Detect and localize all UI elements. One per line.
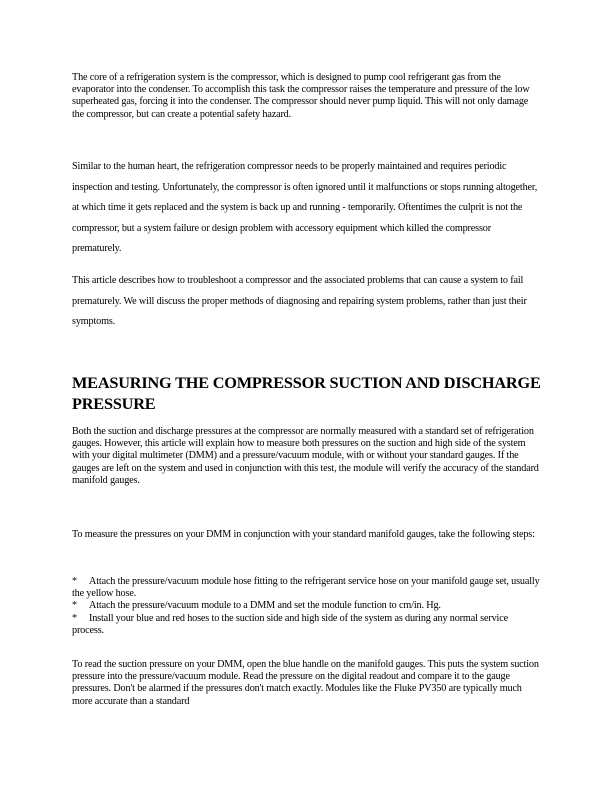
intro-paragraph-3: This article describes how to troubleshoot a compressor and the associated problems that can cause a system to fail prematurely. We will discuss the proper methods of diagnosing and repairing system problems, rather than just their symptoms. [72, 275, 527, 327]
section-paragraph-3: To read the suction pressure on your DMM, open the blue handle on the manifold gauges. This puts the system suction pressure into the pressure/vacuum module. Read the pressure on the digital readout and compare it to the gauge pressures. Don't be alarmed if the pressures don't match exactly. Modules like the Fluke PV350 are typically much more accurate than a standard [72, 659, 539, 707]
steps-list [72, 576, 542, 637]
list-item [72, 613, 542, 637]
list-item [72, 600, 542, 612]
intro-paragraph-2: Similar to the human heart, the refrigeration compressor needs to be properly maintained and requires periodic inspection and testing. Unfortunately, the compressor is often ignored until it malfunctions or stops running altogether, at which time it gets replaced and the system is back up and running - temporarily. Oftentimes the culprit is not the compressor, but a system failure or design problem with accessory equipment which killed the compressor prematurely. [72, 161, 538, 254]
bullet-icon: * [72, 600, 77, 612]
section-paragraph-1: Both the suction and discharge pressures at the compressor are normally measured with a standard set of refrigeration gauges. However, this article will explain how to measure both pressures on the suction and high side of the system with your digital multimeter (DMM) and a pressure/vacuum module, with or without your standard gauges. If the gauges are left on the system and used in conjunction with this test, the module will verify the accuracy of the standard manifold gauges. [72, 426, 539, 486]
bullet-icon: * [72, 612, 77, 624]
intro-paragraph-1: The core of a refrigeration system is the compressor, which is designed to pump cool refrigerant gas from the evaporator into the condenser. To accomplish this task the compressor raises the temperature and pressure of the low superheated gas, forcing it into the condenser. The compressor should never pump liquid. This will not only damage the compressor, but can create a potential safety hazard. [72, 72, 530, 120]
step-text: Install your blue and red hoses to the suction side and high side of the system as during any normal service process. [72, 612, 508, 636]
step-text: Attach the pressure/vacuum module hose fitting to the refrigerant service hose on your manifold gauge set, usually the yellow hose. [72, 576, 540, 600]
step-text: Attach the pressure/vacuum module to a DMM and set the module function to cm/in. Hg. [89, 600, 441, 612]
section-heading: MEASURING THE COMPRESSOR SUCTION AND DISCHARGE PRESSURE [72, 373, 541, 413]
bullet-icon: * [72, 576, 77, 587]
list-item [72, 576, 542, 600]
section-paragraph-2: To measure the pressures on your DMM in conjunction with your standard manifold gauges, take the following steps: [72, 529, 535, 540]
